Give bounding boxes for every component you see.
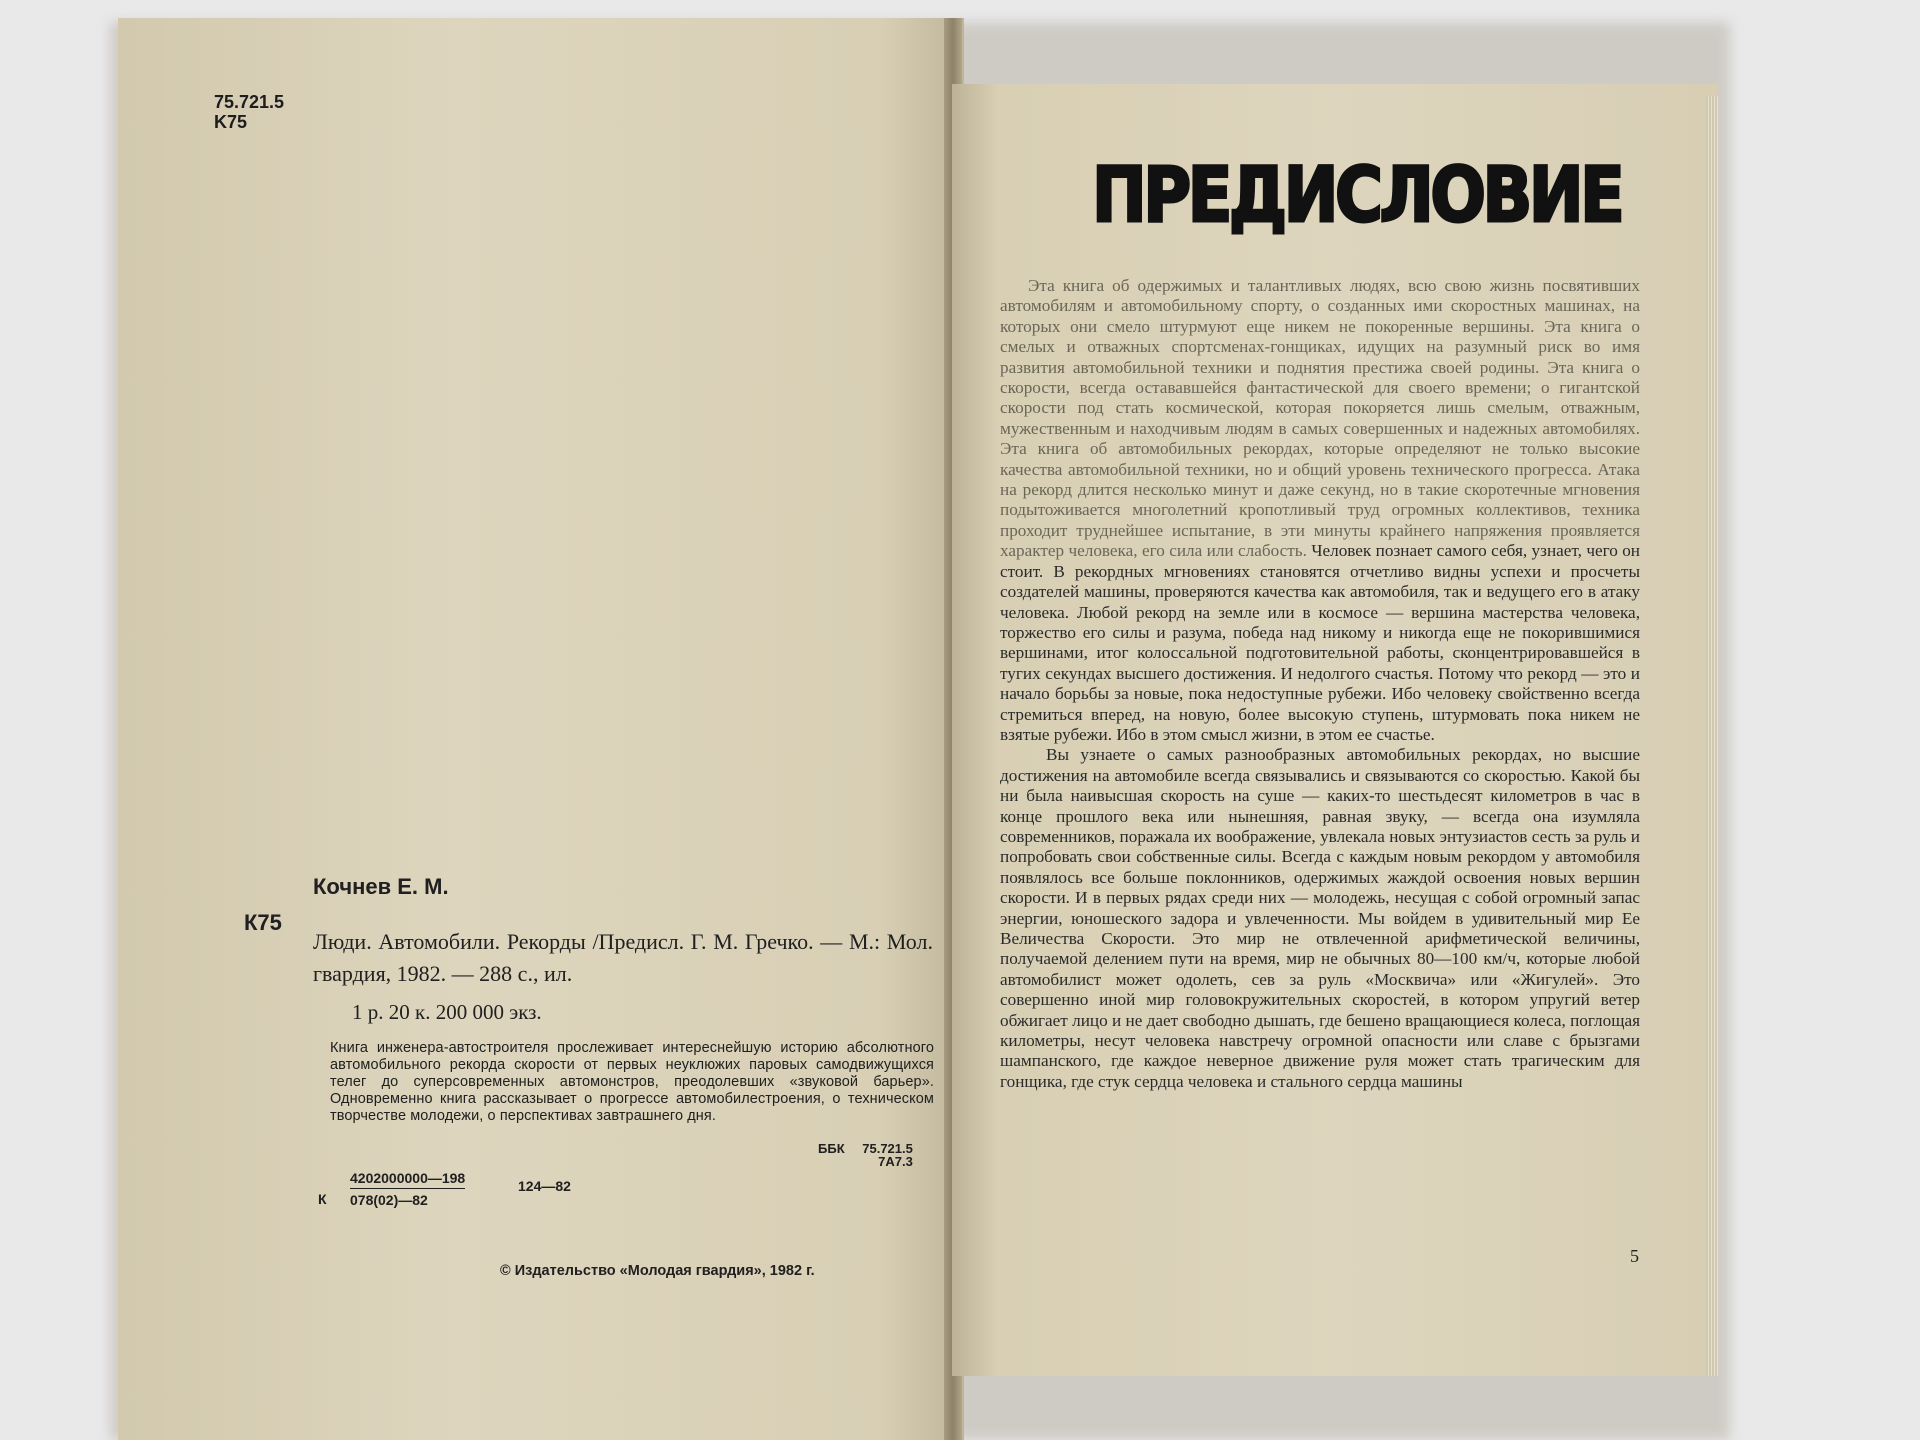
preface-paragraph-1-rest: Человек познает самого себя, узнает, чего он стоит. В рекордных мгновениях становятся отчетливо видны успехи и просчеты создателей машины, проверяются качества как автомобиля, так и ведущего его в атаку человека. Любой рекорд на земле или в космосе — вершина мастерства человека, торжество его силы и разума, победа над никому и никогда еще не покорившимися вершинами, итог колоссальной подготовительной работы, сконцентрировавшейся в тугих секундах высшего достижения. И недолгого счастья. Потому что рекорд — это и начало борьбы за новые, пока недоступные рубежи. Ибо человеку свойственно всегда стремиться вперед, на новую, более высокую ступень, штурмовать пока никем не взятые рубежи. Ибо в этом смысл жизни, в этом ее счастье. (1000, 541, 1640, 744)
preface-heading: ПРЕДИСЛОВИЕ (1092, 150, 1622, 239)
bbk-index-code: 75.721.5 (214, 92, 285, 112)
bibliographic-text: Люди. Автомобили. Рекорды /Предисл. Г. М. Гречко. — М.: Мол. гвардия, 1982. — 288 с., ил. (313, 929, 933, 986)
preface-faded-text: Эта книга об одержимых и талантливых людях, всю свою жизнь посвятивших автомобилям и автомобильному спорту, о созданных ими скоростных машинах, на которых они смело штурмуют еще никем не покоренные вершины. Эта книга о смелых и отважных спортсменах-гонщиках, идущих на разумный риск во имя развития автомобильной техники и поднятия престижа своей родины. Эта книга о скорости, всегда остававшейся фантастической для своего времени; о гигантской скорости под стать космической, которая покоряется лишь смелым, отважным, мужественным и находчивым людям в самых совершенных и надежных автомобилях. Эта книга об автомобильных рекордах, которые определяют не только высокие качества автомобильной техники, но и общий уровень технического прогресса. Атака на рекорд длится несколько минут и даже секунд, но в такие скоротечные мгновения подытоживается многолетний кропотливый труд огромных коллективов, техника проходит труднейшее испытание, в эти минуты крайнего напряжения проявляется характер человека, его сила или слабость. (1000, 276, 1640, 561)
page-number: 5 (1630, 1246, 1639, 1266)
preface-paragraph-2: Вы узнаете о самых разнообразных автомобильных рекордах, но высшие достижения на автомобиле всегда связывались и связываются со скоростью. Какой бы ни была наивысшая скорость на суше — каких-то шестьдесят километров в час в конце прошлого века или нынешняя, равная звуку, — всегда она изумляла современников, поражала их воображение, увлекала новых энтузиастов сесть за руль и попробовать свои собственные силы. Всегда с каждым новым рекордом у автомобиля появлялось все больше поклонников, одержимых жаждой освоения новых вершин скорости. И в первых рядах среди них — молодежь, несущая с собой огромный запас энергии, юношеского задора и увлеченности. Мы войдем в удивительный мир Ее Величества Скорости. Это мир не отвлеченной арифметической величины, получаемой делением пути на время, мир не обычных 80—100 км/ч, которые любой автомобилист может одолеть, сев за руль «Москвича» или «Жигулей». Это совершенно иной мир головокружительных скоростей, в котором упругий ветер обжигает лицо и не дает свободно дышать, где бешено вращающиеся колеса, поглощая километры, несут человека навстречу огромной опасности или славе с брызгами шампанского, где каждое неверное движение руля может стать трагическим для гонщика, где стук сердца человека и стального сердца машины (1000, 745, 1640, 1091)
left-page (118, 18, 964, 1440)
k-index-order: 124—82 (518, 1178, 571, 1194)
page-edges (1706, 96, 1718, 1376)
k-index-denominator: 078(02)—82 (350, 1192, 428, 1208)
k-index-letter: К (318, 1191, 327, 1207)
bbk-label: ББК (818, 1141, 845, 1156)
k-index-numerator: 4202000000—198 (350, 1170, 465, 1189)
author-name: Кочнев Е. М. (313, 874, 449, 899)
preface-body (1000, 276, 1640, 1092)
author-mark: K75 (214, 112, 248, 132)
copyright-line: © Издательство «Молодая гвардия», 1982 г. (500, 1263, 815, 1279)
k-index-fraction (350, 1170, 465, 1208)
bbk-code-sub: 7А7.3 (878, 1154, 913, 1169)
price-print-run: 1 р. 20 к. 200 000 экз. (352, 1000, 542, 1024)
bibliographic-entry (313, 894, 933, 990)
catalog-code: К75 (244, 910, 282, 935)
bbk-code-main: 75.721.5 (862, 1141, 913, 1156)
bbk-codes (862, 1142, 913, 1168)
bbk-index-top (214, 92, 284, 132)
bbk-classification (818, 1142, 913, 1168)
book-annotation: Книга инженера-автостроителя прослеживает интереснейшую историю абсолютного автомобильного рекорда скорости от первых неуклюжих паровых самодвижущихся телег до суперсовременных автомонстров, преодолевших «звуковой барьер». Одновременно книга рассказывает о прогрессе автомобилестроения, о техническом творчестве молодежи, о перспективах завтрашнего дня. (330, 1040, 934, 1124)
preface-paragraph-1 (1000, 276, 1640, 745)
